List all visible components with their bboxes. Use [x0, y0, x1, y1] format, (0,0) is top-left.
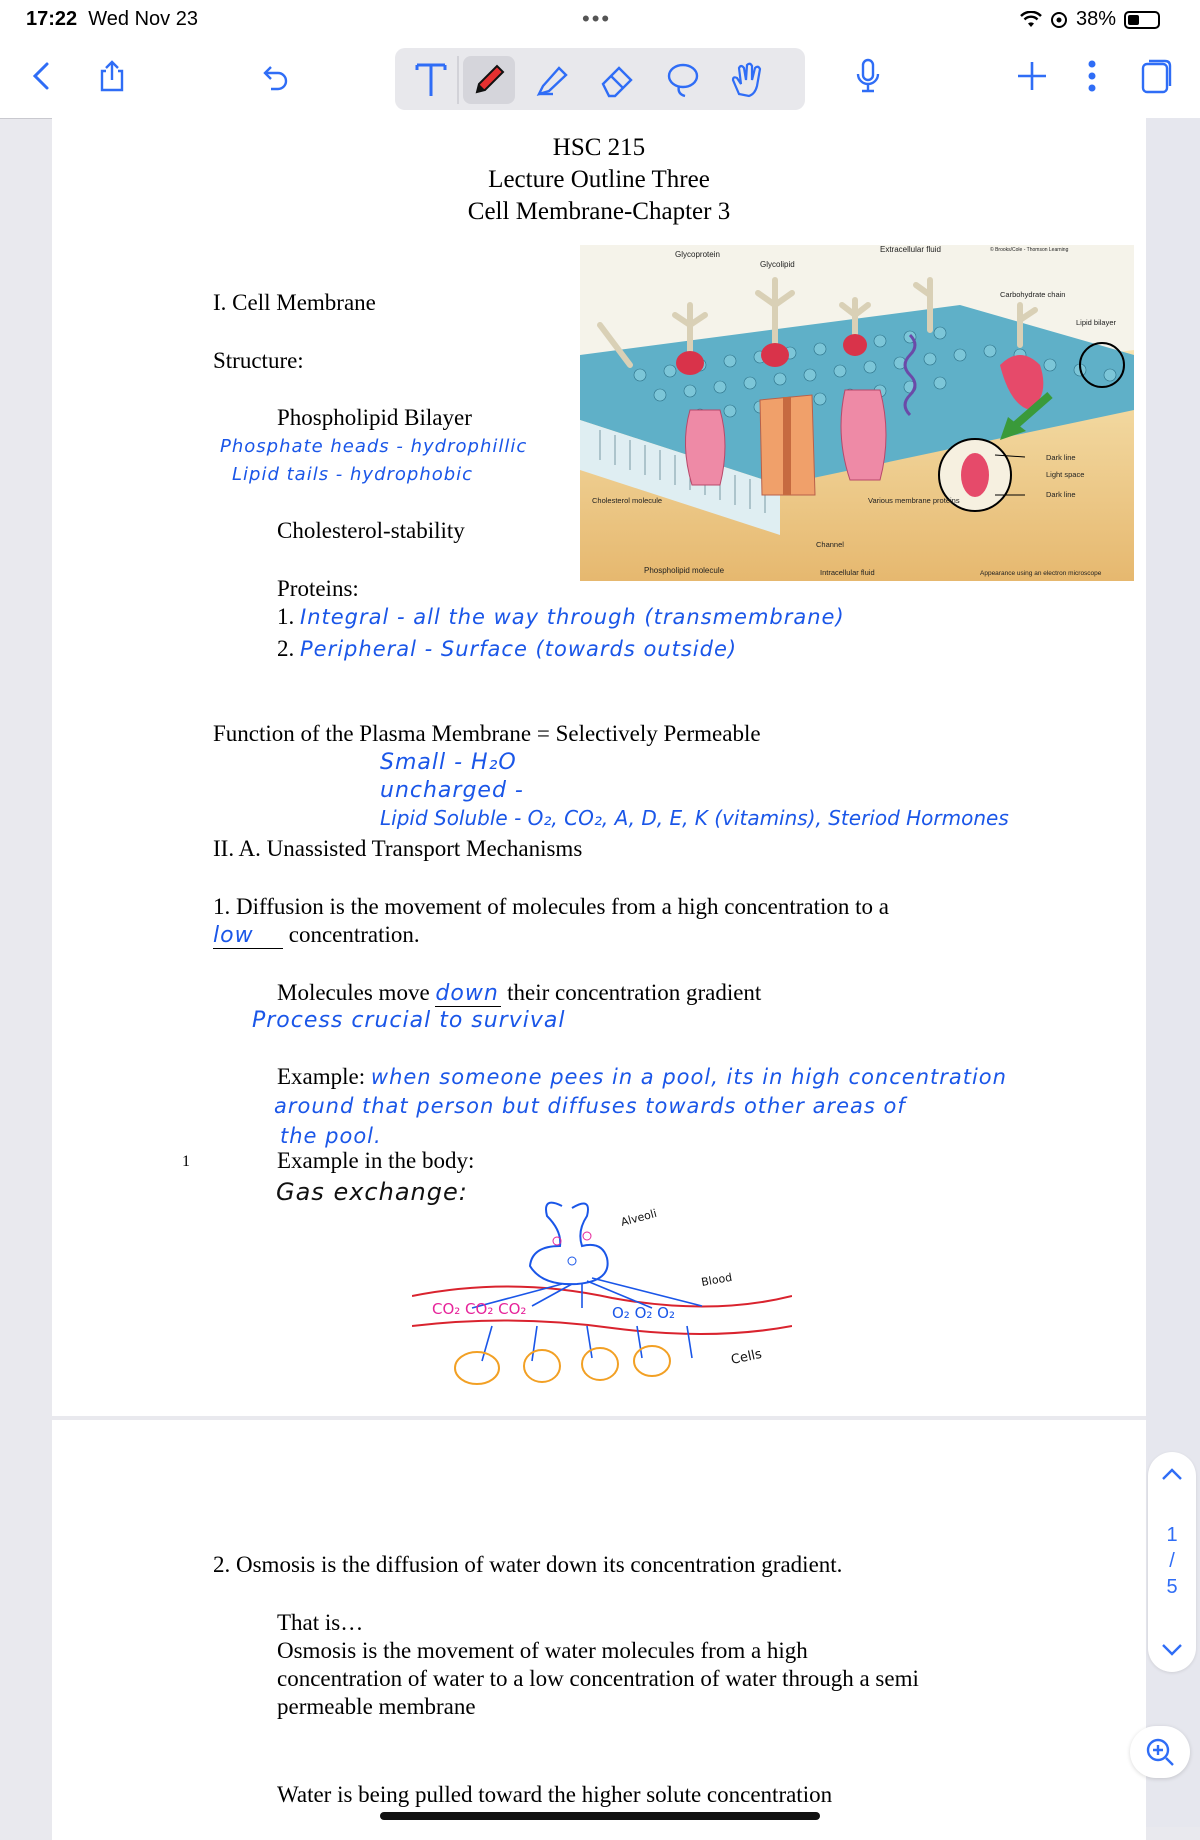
status-bar — [0, 0, 1200, 40]
home-indicator[interactable] — [380, 1812, 820, 1820]
doc-title-3: Cell Membrane-Chapter 3 — [467, 198, 731, 225]
doc-title-1: HSC 215 — [552, 134, 646, 161]
text-tool-icon[interactable] — [405, 56, 459, 104]
more-icon[interactable] — [1070, 54, 1114, 98]
label-channel: Channel — [816, 540, 844, 549]
document-page-1[interactable] — [52, 118, 1146, 1416]
structure-heading: Structure: — [213, 348, 304, 373]
label-glycolipid: Glycolipid — [760, 260, 795, 269]
osmosis-line-1: Osmosis is the movement of water molecules from a high — [277, 1638, 808, 1663]
cholesterol-stability: Cholesterol-stability — [277, 518, 465, 543]
osmosis-line-2: concentration of water to a low concentration of water through a semi — [277, 1666, 919, 1691]
zoom-in-button[interactable] — [1130, 1726, 1190, 1778]
label-dark-line-1: Dark line — [1046, 453, 1076, 462]
page-navigator — [1148, 1452, 1196, 1672]
hand-icon[interactable] — [721, 56, 773, 104]
water-pulled: Water is being pulled toward the higher solute concentration — [277, 1782, 833, 1807]
function-line: Function of the Plasma Membrane = Selectively Permeable — [213, 721, 761, 746]
page-down-icon[interactable] — [1160, 1642, 1184, 1658]
pages-icon[interactable] — [1134, 54, 1178, 98]
diffusion-definition: 1. Diffusion is the movement of molecules from a high concentration to a — [213, 894, 889, 919]
current-page: 1 — [1166, 1524, 1178, 1546]
tool-palette — [395, 48, 805, 110]
page-separator: / — [1169, 1550, 1175, 1572]
zoom-in-icon — [1144, 1736, 1176, 1768]
add-icon[interactable] — [1010, 54, 1054, 98]
note-example-3: the pool. — [280, 1124, 382, 1148]
diffusion-line-2: low concentration. — [213, 922, 420, 948]
document-page-2[interactable] — [52, 1420, 1146, 1840]
sketch-cells: Cells — [729, 1346, 764, 1368]
gas-exchange-sketch — [412, 1186, 792, 1386]
cell-membrane-figure — [580, 245, 1134, 581]
multitask-dots-icon[interactable]: ••• — [582, 6, 612, 31]
label-cholesterol-molecule: Cholesterol molecule — [592, 496, 663, 505]
label-intracellular: Intracellular fluid — [820, 568, 875, 577]
label-light-space: Light space — [1046, 470, 1085, 479]
that-is: That is… — [277, 1610, 364, 1635]
note-down: down — [435, 981, 501, 1007]
note-example-1: when someone pees in a pool, its in high concentration — [370, 1065, 1007, 1089]
undo-icon[interactable] — [254, 54, 298, 98]
sketch-blood: Blood — [700, 1270, 734, 1289]
proteins-heading: Proteins: — [277, 576, 359, 601]
note-small: Small - H₂O — [380, 750, 517, 775]
label-glycoprotein: Glycoprotein — [675, 250, 720, 259]
label-carbohydrate: Carbohydrate chain — [1000, 290, 1066, 299]
note-low: low — [213, 923, 283, 949]
lasso-icon[interactable] — [657, 56, 709, 104]
phospholipid-bilayer: Phospholipid Bilayer — [277, 405, 472, 430]
label-electron: Appearance using an electron microscope — [980, 570, 1102, 577]
example-in-body: Example in the body: — [277, 1148, 475, 1173]
gas-exchange-drawing — [412, 1186, 792, 1386]
label-phospholipid-molecule: Phospholipid molecule — [644, 566, 725, 575]
protein-2: 2. Peripheral - Surface (towards outside) — [277, 636, 738, 661]
sketch-co2: CO₂ CO₂ CO₂ — [432, 1300, 527, 1318]
membrane-illustration — [580, 245, 1134, 581]
sketch-o2: O₂ O₂ O₂ — [612, 1304, 675, 1322]
status-time: 17:22 Wed Nov 23 — [26, 8, 198, 30]
sketch-alveoli: Alveoli — [619, 1206, 659, 1229]
protein-1: 1. Integral - all the way through (transmembrane) — [277, 604, 845, 629]
label-copyright: © Brooks/Cole - Thomson Learning — [990, 247, 1069, 253]
section-unassisted-transport: II. A. Unassisted Transport Mechanisms — [213, 836, 583, 861]
page-number: 1 — [182, 1153, 190, 1170]
note-example-2: around that person but diffuses towards other areas of — [274, 1094, 906, 1118]
osmosis-line-3: permeable membrane — [277, 1694, 476, 1719]
total-pages: 5 — [1166, 1576, 1178, 1598]
eraser-icon[interactable] — [591, 56, 643, 104]
wifi-icon — [1020, 11, 1042, 29]
page-up-icon[interactable] — [1160, 1466, 1184, 1482]
pen-icon[interactable] — [463, 56, 515, 104]
label-various-proteins: Various membrane proteins — [868, 496, 960, 505]
note-process: Process crucial to survival — [252, 1008, 566, 1033]
toolbar — [0, 40, 1200, 119]
note-uncharged: uncharged - — [380, 778, 524, 803]
osmosis-definition: 2. Osmosis is the diffusion of water down its concentration gradient. — [213, 1552, 843, 1577]
note-gas-exchange: Gas exchange: — [276, 1178, 468, 1206]
label-lipid-bilayer: Lipid bilayer — [1076, 318, 1117, 327]
note-phosphate-heads: Phosphate heads - hydrophillic — [220, 436, 528, 457]
share-icon[interactable] — [90, 54, 134, 98]
orientation-lock-icon — [1050, 11, 1068, 29]
back-icon[interactable] — [20, 54, 64, 98]
doc-title-2: Lecture Outline Three — [488, 166, 710, 193]
section-cell-membrane: I. Cell Membrane — [213, 290, 376, 315]
label-extracellular: Extracellular fluid — [880, 245, 941, 254]
mic-icon[interactable] — [846, 54, 890, 98]
example-line: Example: when someone pees in a pool, its in high concentration — [277, 1064, 1007, 1089]
battery-icon — [1124, 11, 1160, 29]
battery-percent: 38% — [1075, 8, 1116, 30]
label-dark-line-2: Dark line — [1046, 490, 1076, 499]
note-lipid-tails: Lipid tails - hydrophobic — [232, 464, 474, 485]
note-lipid-soluble: Lipid Soluble - O₂, CO₂, A, D, E, K (vitamins), Steriod Hormones — [380, 806, 1009, 830]
note-integral: Integral - all the way through (transmembrane) — [300, 605, 845, 629]
status-indicators — [1020, 8, 1160, 31]
molecules-move-line: Molecules move down their concentration gradient — [277, 980, 762, 1006]
highlighter-icon[interactable] — [527, 56, 579, 104]
note-peripheral: Peripheral - Surface (towards outside) — [300, 637, 738, 661]
